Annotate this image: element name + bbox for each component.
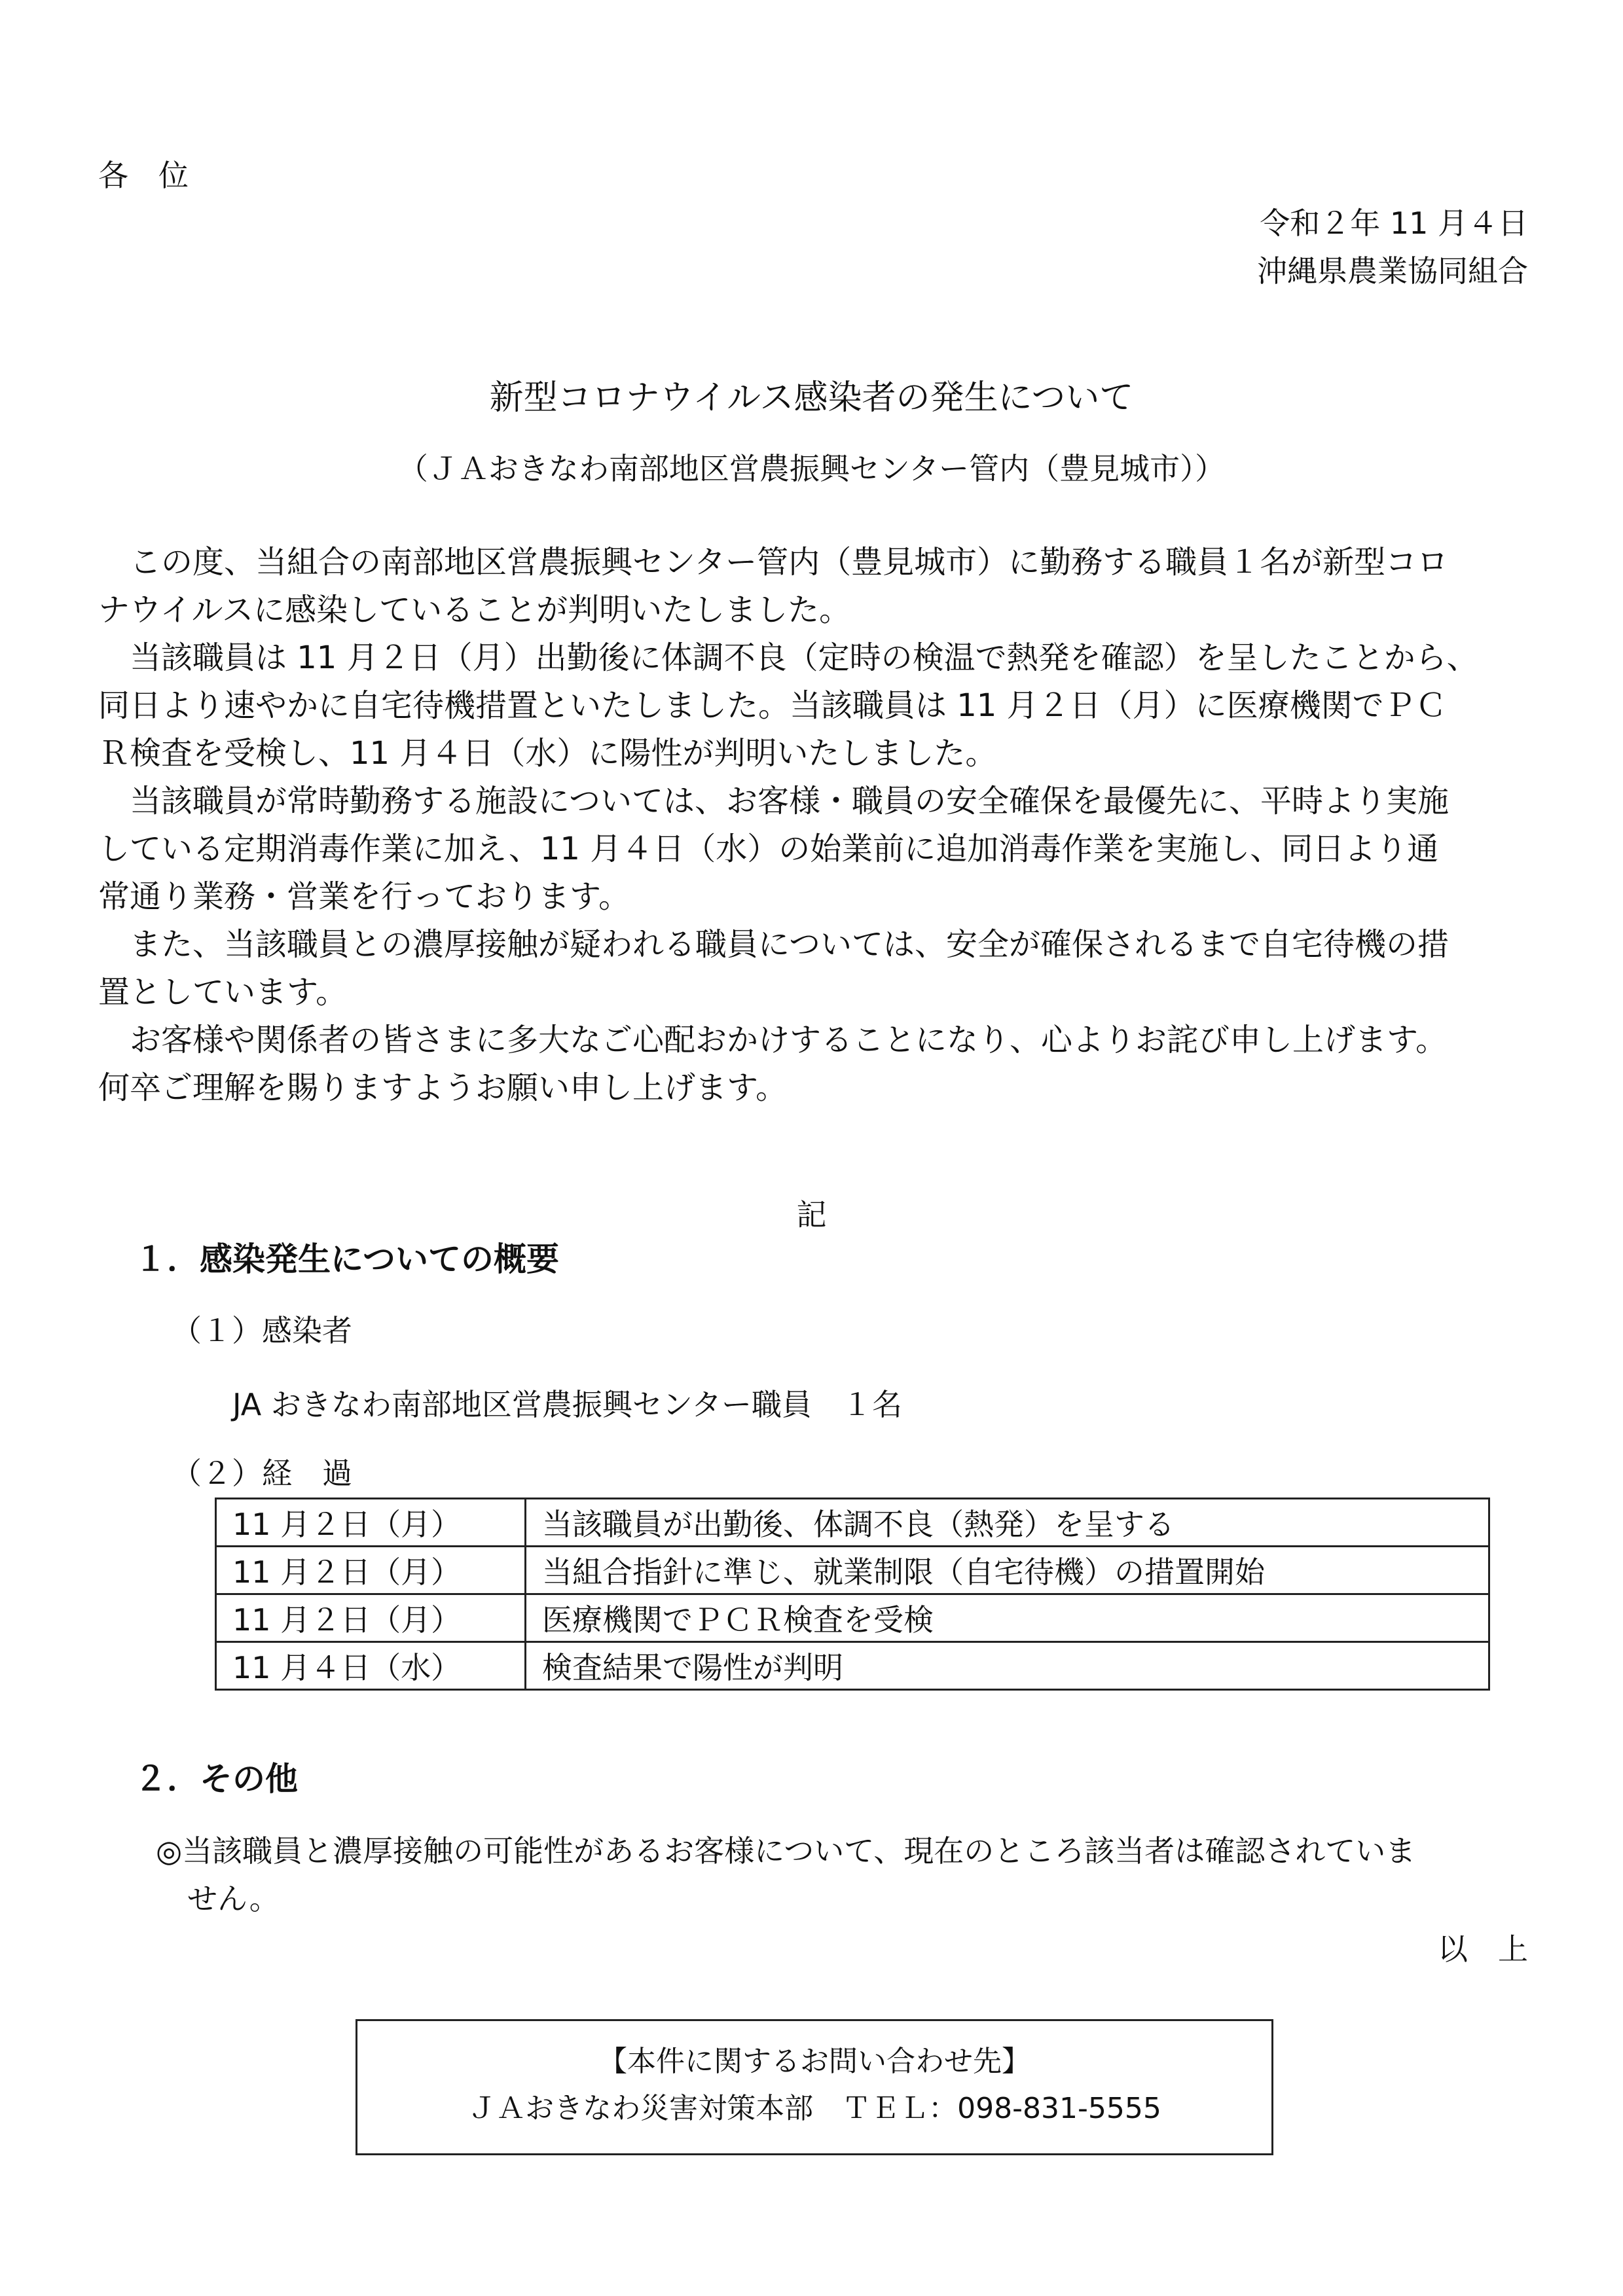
ki-marker: 記: [796, 1197, 827, 1232]
contact-box: [356, 2019, 1273, 2155]
document-title: 新型コロナウイルス感染者の発生について: [489, 378, 1134, 418]
body-line: また、当該職員との濃厚接触が疑われる職員については、安全が確保されるまで自宅待機の措: [130, 926, 1450, 963]
body-text: [98, 539, 1532, 1112]
body-line: Ｒ検査を受検し、11 月４日（水）に陽性が判明いたしました。: [98, 735, 997, 772]
timeline-event: 医療機関でＰＣＲ検査を受検: [526, 1594, 1489, 1642]
note-line: ◎当該職員と濃厚接触の可能性があるお客様について、現在のところ該当者は確認されていま: [156, 1833, 1416, 1869]
body-line: この度、当組合の南部地区営農振興センター管内（豊見城市）に勤務する職員１名が新型コロ: [130, 544, 1449, 581]
body-line: 当該職員は 11 月２日（月）出勤後に体調不良（定時の検温で熱発を確認）を呈したことから、: [130, 639, 1478, 676]
contact-heading: 【本件に関するお問い合わせ先】: [598, 2045, 1030, 2078]
issuer-name: 沖縄県農業協同組合: [1257, 253, 1528, 289]
addressee: 各 位: [98, 158, 189, 193]
body-line: 当該職員が常時勤務する施設については、お客様・職員の安全確保を最優先に、平時より実施: [130, 783, 1450, 819]
closing-mark: 以 上: [1438, 1931, 1528, 1967]
timeline-date: 11 月２日（月）: [216, 1547, 526, 1594]
section2-heading: ２．その他: [134, 1760, 298, 1798]
document-subtitle: （ＪＡおきなわ南部地区営農振興センター管内（豊見城市））: [397, 451, 1226, 486]
timeline-event: 当組合指針に準じ、就業制限（自宅待機）の措置開始: [526, 1547, 1489, 1594]
body-line: している定期消毒作業に加え、11 月４日（水）の始業前に追加消毒作業を実施し、同日より通: [98, 831, 1439, 867]
body-line: 置としています。: [98, 974, 348, 1011]
infected-text: JA おきなわ南部地区営農振興センター職員 １名: [232, 1387, 903, 1422]
document-date: 令和２年 11 月４日: [1260, 206, 1528, 241]
timeline-date: 11 月４日（水）: [216, 1642, 526, 1690]
timeline-date: 11 月２日（月）: [216, 1594, 526, 1642]
body-line: ナウイルスに感染していることが判明いたしました。: [98, 592, 851, 628]
section1-heading: １．感染発生についての概要: [134, 1240, 559, 1278]
table-row: [216, 1642, 1489, 1690]
timeline-date: 11 月２日（月）: [216, 1499, 526, 1547]
timeline-event: 検査結果で陽性が判明: [526, 1642, 1489, 1690]
contact-line: ＪＡおきなわ災害対策本部 ＴＥＬ：098-831-5555: [467, 2092, 1161, 2125]
body-line: 常通り業務・営業を行っております。: [98, 878, 630, 915]
body-line: お客様や関係者の皆さまに多大なご心配おかけすることになり、心よりお詫び申し上げます。: [130, 1022, 1448, 1058]
table-row: [216, 1547, 1489, 1594]
table-row: [216, 1594, 1489, 1642]
infected-heading: （１）感染者: [172, 1313, 352, 1348]
note-line: せん。: [187, 1881, 280, 1916]
table-row: [216, 1499, 1489, 1547]
timeline-heading: （２）経 過: [172, 1456, 352, 1491]
timeline-table: [215, 1498, 1490, 1691]
timeline-event: 当該職員が出勤後、体調不良（熱発）を呈する: [526, 1499, 1489, 1547]
body-line: 同日より速やかに自宅待機措置といたしました。当該職員は 11 月２日（月）に医療機関でＰＣ: [98, 687, 1447, 724]
body-line: 何卒ご理解を賜りますようお願い申し上げます。: [98, 1069, 788, 1106]
